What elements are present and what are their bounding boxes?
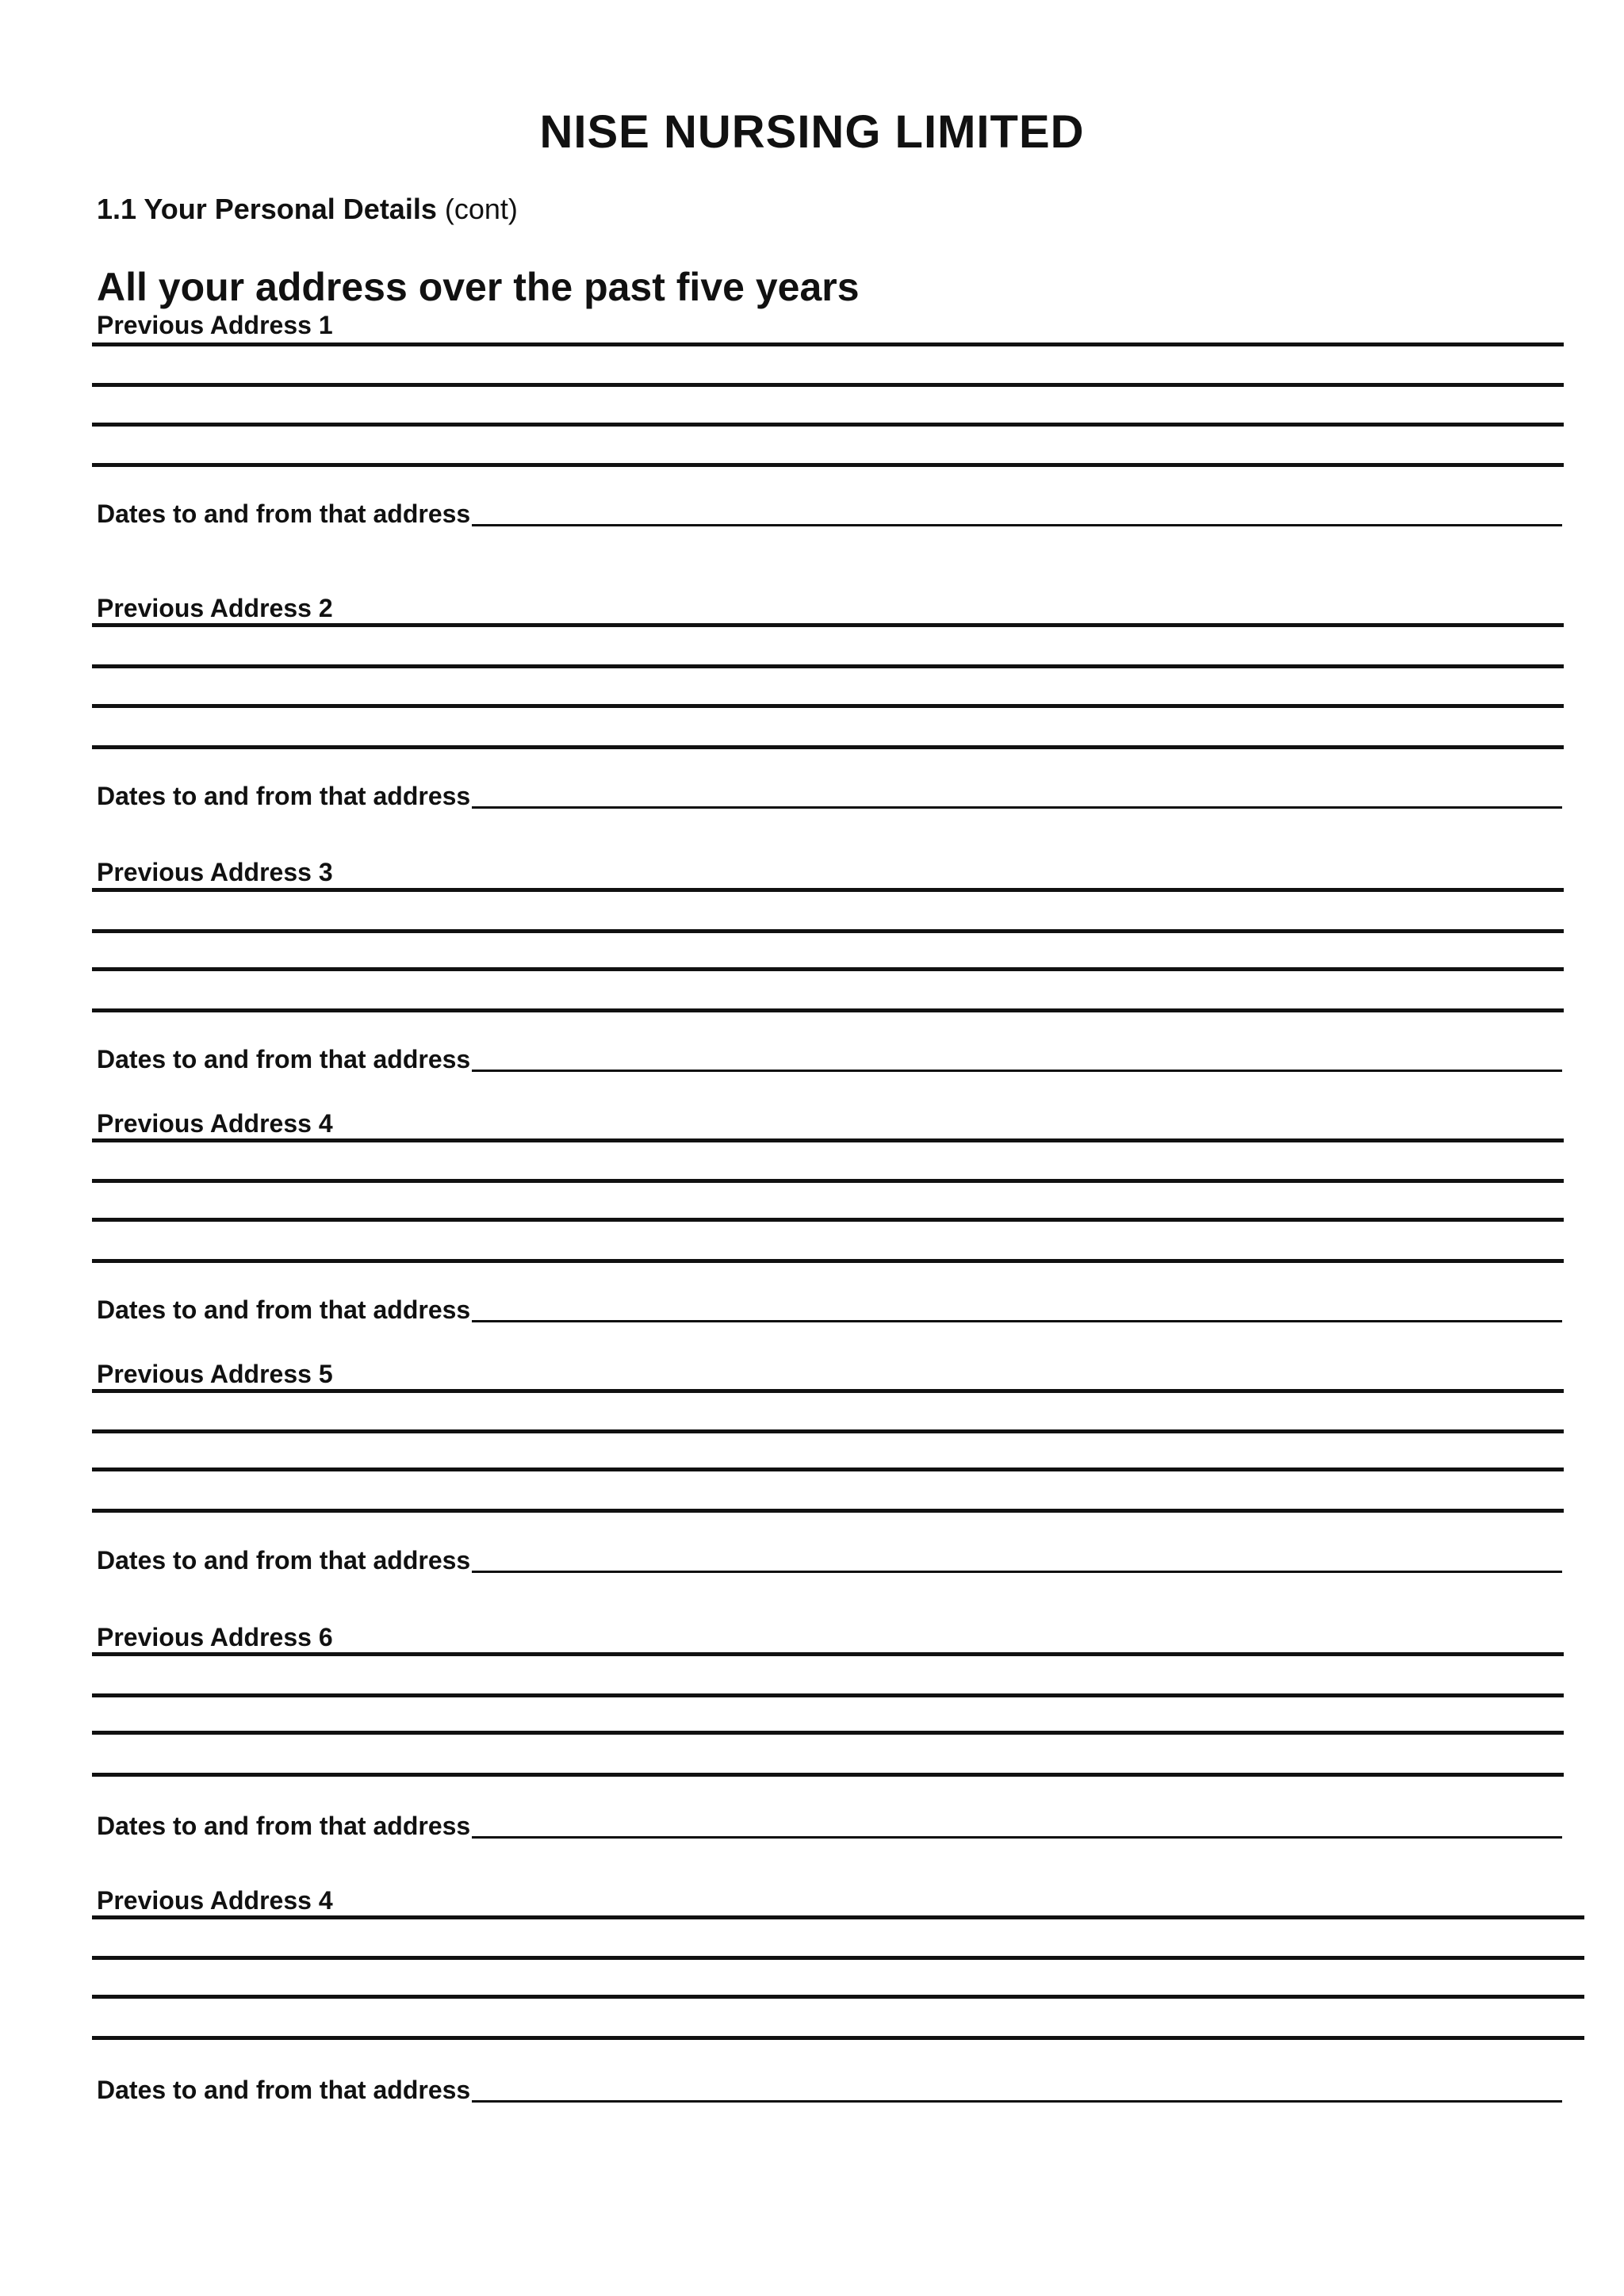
address-4-dates-label: Dates to and from that address (97, 1295, 471, 1324)
address-4-dates-field[interactable] (472, 1298, 1562, 1322)
address-7-dates-row (97, 2077, 1562, 2103)
address-3-line-2[interactable] (92, 929, 1564, 933)
address-3-dates-field[interactable] (472, 1047, 1562, 1072)
address-6-line-3[interactable] (92, 1731, 1564, 1735)
address-2-dates-row (97, 783, 1562, 809)
address-4-line-4[interactable] (92, 1259, 1564, 1263)
address-6-line-1[interactable] (92, 1652, 1564, 1656)
address-3-line-4[interactable] (92, 1008, 1564, 1012)
address-1-label: Previous Address 1 (97, 311, 333, 339)
address-6-label: Previous Address 6 (97, 1623, 333, 1651)
address-6-line-4[interactable] (92, 1773, 1564, 1777)
address-6-dates-field[interactable] (472, 1814, 1562, 1839)
address-1-dates-row (97, 501, 1562, 526)
address-6-dates-row (97, 1813, 1562, 1839)
address-2-line-3[interactable] (92, 704, 1564, 708)
address-5-dates-row (97, 1548, 1562, 1573)
address-6-dates-label: Dates to and from that address (97, 1812, 471, 1840)
address-3-label: Previous Address 3 (97, 858, 333, 886)
section-heading-label: 1.1 Your Personal Details (97, 193, 437, 225)
address-3-dates-row (97, 1047, 1562, 1072)
address-5-dates-field[interactable] (472, 1548, 1562, 1573)
address-5-line-2[interactable] (92, 1429, 1564, 1433)
address-7-dates-field[interactable] (472, 2078, 1562, 2103)
address-5-dates-label: Dates to and from that address (97, 1546, 471, 1575)
address-7-dates-label: Dates to and from that address (97, 2076, 471, 2104)
address-3-dates-label: Dates to and from that address (97, 1045, 471, 1073)
address-3-line-1[interactable] (92, 888, 1564, 892)
address-2-dates-label: Dates to and from that address (97, 782, 471, 810)
address-4-label: Previous Address 4 (97, 1109, 333, 1138)
address-4-line-1[interactable] (92, 1138, 1564, 1142)
form-subtitle: All your address over the past five years (97, 265, 860, 309)
address-7-line-1[interactable] (92, 1915, 1584, 1919)
address-4-dates-row (97, 1297, 1562, 1322)
address-7-line-2[interactable] (92, 1956, 1584, 1960)
section-heading-suffix: (cont) (436, 193, 518, 225)
page-title: NISE NURSING LIMITED (539, 106, 1085, 158)
address-1-line-4[interactable] (92, 463, 1564, 467)
address-7-line-4[interactable] (92, 2036, 1584, 2040)
address-5-line-3[interactable] (92, 1468, 1564, 1471)
address-1-line-1[interactable] (92, 342, 1564, 346)
address-5-line-4[interactable] (92, 1509, 1564, 1513)
address-2-dates-field[interactable] (472, 784, 1562, 809)
address-4-line-3[interactable] (92, 1218, 1564, 1222)
address-3-line-3[interactable] (92, 967, 1564, 971)
address-2-line-1[interactable] (92, 623, 1564, 627)
address-7-line-3[interactable] (92, 1995, 1584, 1999)
address-2-line-4[interactable] (92, 745, 1564, 749)
section-heading (97, 195, 518, 224)
address-2-line-2[interactable] (92, 664, 1564, 668)
address-2-label: Previous Address 2 (97, 594, 333, 622)
address-1-dates-label: Dates to and from that address (97, 499, 471, 528)
address-5-line-1[interactable] (92, 1389, 1564, 1393)
address-1-line-3[interactable] (92, 423, 1564, 427)
address-6-line-2[interactable] (92, 1693, 1564, 1697)
address-5-label: Previous Address 5 (97, 1360, 333, 1388)
address-4-line-2[interactable] (92, 1179, 1564, 1183)
address-7-label: Previous Address 4 (97, 1886, 333, 1915)
address-1-line-2[interactable] (92, 383, 1564, 387)
address-1-dates-field[interactable] (472, 502, 1562, 526)
